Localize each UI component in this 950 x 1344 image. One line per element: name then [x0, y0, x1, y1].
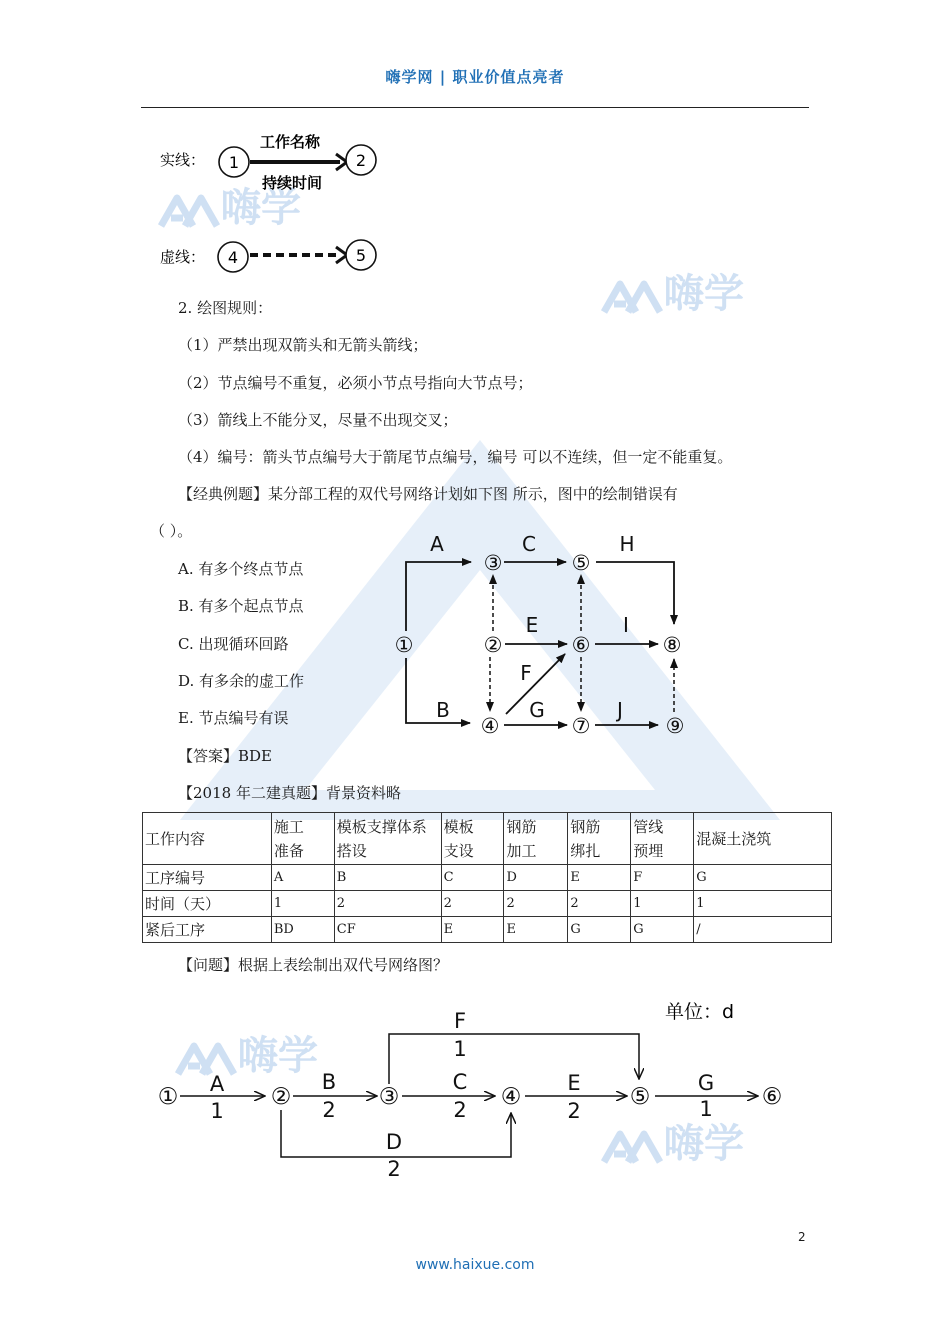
table-cell: F — [631, 865, 694, 891]
work-table — [142, 812, 832, 943]
table-cell: 2 — [568, 891, 631, 917]
network-node: ② — [270, 1084, 292, 1110]
table-cell: 2 — [441, 891, 504, 917]
table-cell: BD — [271, 917, 334, 943]
activity-label: I — [623, 613, 629, 637]
option-b: B. 有多个起点节点 — [178, 597, 304, 615]
table-cell: 工序编号 — [143, 865, 272, 891]
activity-label: B — [436, 698, 450, 722]
network-node: ③ — [483, 551, 503, 575]
table-cell: B — [334, 865, 441, 891]
option-d: D. 有多余的虚工作 — [178, 672, 305, 690]
exam-question: 【问题】根据上表绘制出双代号网络图？ — [178, 956, 449, 974]
activity-duration: 2 — [322, 1098, 336, 1122]
activity-label: J — [617, 698, 623, 722]
table-cell: 1 — [631, 891, 694, 917]
rule-item: （4）编号：箭头节点编号大于箭尾节点编号，编号 可以不连续，但一定不能重复。 — [178, 448, 733, 466]
activity-name: A — [209, 1072, 225, 1096]
activity-duration: 2 — [567, 1099, 581, 1123]
table-cell: / — [694, 917, 832, 943]
legend-diagram — [150, 125, 390, 280]
watermark: 嗨学 — [600, 272, 744, 316]
exam-title: 【2018 年二建真题】背景资料略 — [178, 784, 401, 802]
unit-label: 单位：d — [665, 1001, 735, 1023]
table-cell: 模板支撑体系 搭设 — [334, 813, 441, 865]
activity-label: C — [522, 532, 536, 556]
activity-name: F — [453, 1009, 467, 1033]
legend-node-label: 1 — [228, 153, 240, 172]
activity-label: G — [529, 698, 545, 722]
table-cell: E — [568, 865, 631, 891]
option-c: C. 出现循环回路 — [178, 635, 289, 653]
activity-duration: 1 — [699, 1097, 713, 1121]
rules-title: 2. 绘图规则： — [178, 299, 273, 317]
table-cell: 施工 准备 — [271, 813, 334, 865]
dashed-line-label: 虚线： — [160, 248, 206, 266]
activity-name: B — [321, 1070, 337, 1094]
network-node: ⑧ — [662, 633, 682, 657]
network-node: ⑥ — [761, 1084, 783, 1110]
network-node: ③ — [378, 1084, 400, 1110]
table-cell: D — [504, 865, 568, 891]
network-node: ⑥ — [571, 633, 591, 657]
page-header: 嗨学网 | 职业价值点亮者 — [385, 68, 565, 86]
table-cell: 紧后工序 — [143, 917, 272, 943]
work-name-label: 工作名称 — [259, 133, 321, 151]
rule-item: （3）箭线上不能分叉，尽量不出现交叉； — [178, 411, 458, 429]
activity-duration: 1 — [210, 1099, 224, 1123]
footer-url[interactable]: www.haixue.com — [415, 1257, 535, 1273]
network-node: ⑦ — [571, 714, 591, 738]
network-node: ② — [483, 633, 503, 657]
table-cell: G — [631, 917, 694, 943]
solid-line-label: 实线： — [160, 151, 206, 169]
answer: 【答案】BDE — [178, 747, 272, 765]
table-cell: 1 — [271, 891, 334, 917]
activity-name: G — [697, 1071, 715, 1095]
haixue-logo-icon — [600, 276, 664, 316]
activity-name: C — [452, 1070, 468, 1094]
table-row — [143, 891, 832, 917]
rule-item: （2）节点编号不重复，必须小节点号指向大节点号； — [178, 374, 533, 392]
table-cell: 混凝土浇筑 — [694, 813, 832, 865]
table-cell: 管线 预埋 — [631, 813, 694, 865]
network-node: ① — [394, 633, 414, 657]
legend-node-label: 2 — [355, 151, 367, 170]
example-network-diagram — [390, 528, 700, 743]
table-row — [143, 917, 832, 943]
page-number: 2 — [798, 1230, 806, 1244]
table-cell: E — [504, 917, 568, 943]
legend-node-label: 5 — [355, 246, 367, 265]
table-row — [143, 813, 832, 865]
answer-network-diagram — [150, 990, 810, 1190]
example-question-blank: （ ）。 — [150, 522, 193, 540]
activity-name: D — [385, 1130, 403, 1154]
option-e: E. 节点编号有误 — [178, 709, 289, 727]
activity-duration: 2 — [453, 1098, 467, 1122]
network-node: ⑨ — [665, 714, 685, 738]
activity-label: E — [525, 613, 539, 637]
table-cell: 模板 支设 — [441, 813, 504, 865]
table-cell: 钢筋 加工 — [504, 813, 568, 865]
network-node: ⑤ — [629, 1084, 651, 1110]
activity-arrow-f — [389, 1034, 639, 1084]
watermark: 嗨学 — [157, 186, 301, 230]
table-cell: 时间（天） — [143, 891, 272, 917]
table-cell: E — [441, 917, 504, 943]
header-divider — [141, 107, 809, 108]
network-node: ① — [157, 1084, 179, 1110]
table-cell: 2 — [504, 891, 568, 917]
option-a: A. 有多个终点节点 — [178, 560, 304, 578]
table-cell: C — [441, 865, 504, 891]
watermark: 嗨学 — [174, 1034, 318, 1078]
activity-duration: 2 — [387, 1157, 401, 1181]
table-cell: 钢筋 绑扎 — [568, 813, 631, 865]
table-cell: G — [568, 917, 631, 943]
network-node: ④ — [480, 714, 500, 738]
table-cell: A — [271, 865, 334, 891]
activity-duration: 1 — [453, 1037, 467, 1061]
table-cell: G — [694, 865, 832, 891]
network-node: ④ — [500, 1084, 522, 1110]
rule-item: （1）严禁出现双箭头和无箭头箭线； — [178, 336, 428, 354]
example-question: 【经典例题】某分部工程的双代号网络计划如下图 所示，图中的绘制错误有 — [178, 485, 678, 503]
table-cell: 2 — [334, 891, 441, 917]
duration-label: 持续时间 — [261, 174, 323, 192]
table-row — [143, 865, 832, 891]
activity-label: A — [430, 532, 444, 556]
table-cell: 工作内容 — [143, 813, 272, 865]
legend-node-label: 4 — [227, 248, 239, 267]
table-cell: 1 — [694, 891, 832, 917]
activity-label: F — [520, 661, 532, 685]
activity-arrow-h — [596, 562, 674, 624]
activity-arrow-a — [406, 562, 471, 631]
activity-label: H — [619, 532, 635, 556]
network-node: ⑤ — [571, 551, 591, 575]
watermark: 嗨学 — [600, 1122, 744, 1166]
activity-name: E — [567, 1071, 581, 1095]
table-cell: CF — [334, 917, 441, 943]
